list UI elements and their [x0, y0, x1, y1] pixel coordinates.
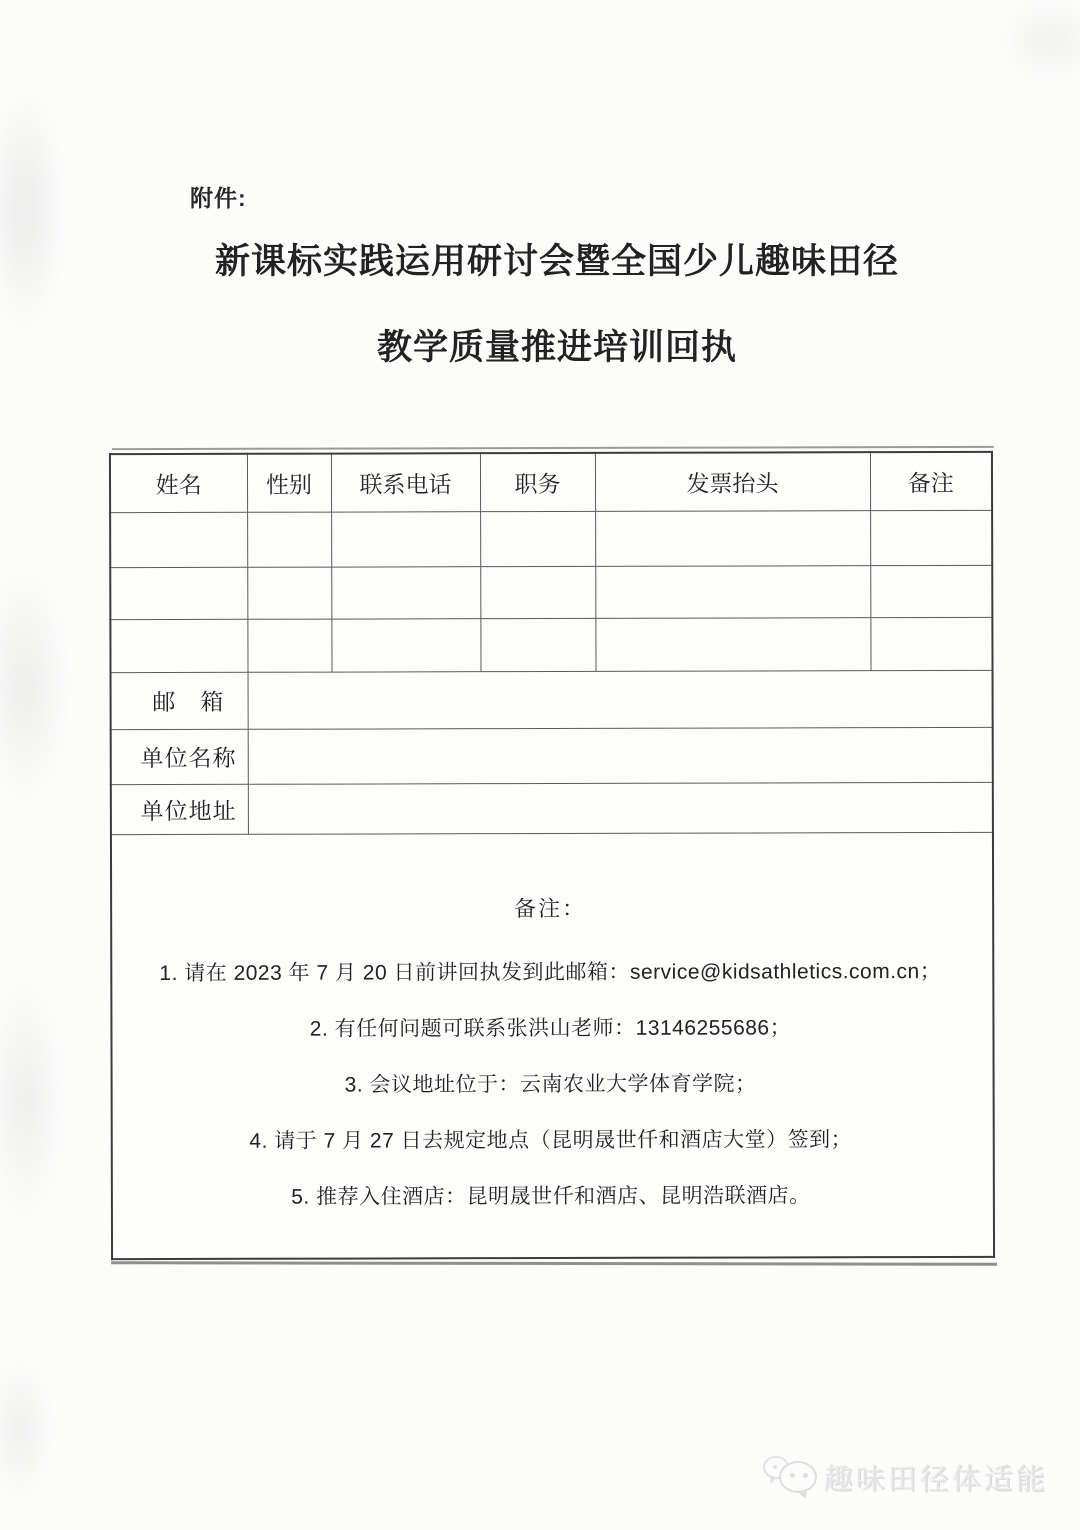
- scan-artifact: [0, 1330, 65, 1530]
- empty-cell: [247, 619, 331, 672]
- org-address-label-cell: 单位地址: [111, 784, 248, 834]
- header-cell-remarks: 备注: [870, 452, 992, 510]
- header-cell-invoice-title: 发票抬头: [595, 452, 870, 511]
- header-cell-phone: 联系电话: [331, 453, 480, 511]
- header-cell-gender: 性别: [247, 454, 331, 512]
- registration-form: [109, 451, 993, 1260]
- empty-cell: [247, 512, 331, 567]
- email-value-cell: [248, 670, 993, 729]
- scan-artifact: [0, 520, 85, 850]
- large-chat-bubble: [779, 1461, 817, 1493]
- watermark: [762, 1452, 1048, 1502]
- empty-cell: [110, 567, 247, 619]
- org-name-label-cell: 单位名称: [111, 729, 248, 784]
- empty-cell: [870, 565, 992, 617]
- empty-cell: [110, 619, 247, 672]
- bubble-eye: [790, 1473, 795, 1478]
- empty-cell: [595, 617, 870, 671]
- empty-cell: [110, 512, 247, 567]
- note-item-3: 3. 会议地址位于：云南农业大学体育学院；: [344, 1072, 757, 1097]
- empty-entry-row: [110, 617, 992, 672]
- empty-cell: [595, 565, 870, 618]
- note-item-4: 4. 请于 7 月 27 日去规定地点（昆明晟世仟和酒店大堂）签到；: [249, 1128, 853, 1154]
- note-item-2: 2. 有任何问题可联系张洪山老师：13146255686；: [309, 1016, 792, 1041]
- bubble-eye: [803, 1473, 808, 1478]
- empty-cell: [870, 510, 992, 565]
- empty-cell: [595, 510, 870, 566]
- org-name-row: [111, 727, 993, 784]
- empty-cell: [480, 566, 595, 618]
- table-header-row: [110, 452, 992, 512]
- scan-artifact: [980, 0, 1080, 100]
- empty-cell: [480, 618, 595, 671]
- wechat-bubbles-icon: [762, 1452, 818, 1502]
- org-name-value-cell: [248, 727, 993, 784]
- empty-cell: [247, 567, 331, 619]
- empty-cell: [870, 617, 992, 670]
- scan-artifact: [0, 930, 80, 1270]
- page-title-line2: 教学质量推进培训回执: [376, 328, 737, 367]
- email-row: [111, 670, 993, 729]
- bubble-eye: [773, 1465, 777, 1469]
- notes-label: 备注：: [514, 896, 587, 922]
- registration-table: [109, 451, 995, 1260]
- empty-entry-row: [110, 565, 992, 619]
- email-label-cell: 邮 箱: [111, 672, 248, 729]
- empty-cell: [331, 566, 480, 618]
- empty-cell: [331, 511, 480, 566]
- org-address-value-cell: [248, 782, 993, 834]
- org-address-row: [111, 782, 993, 834]
- empty-cell: [480, 511, 595, 566]
- watermark-text: 趣味田径体适能: [823, 1463, 1048, 1496]
- empty-cell: [331, 618, 480, 671]
- header-cell-name: 姓名: [110, 454, 247, 512]
- note-item-1: 1. 请在 2023 年 7 月 20 日前讲回执发到此邮箱：service@kidsathletics.com.cn；: [159, 960, 942, 986]
- note-item-5: 5. 推荐入住酒店：昆明晟世仟和酒店、昆明浩联酒店。: [291, 1184, 811, 1209]
- empty-entry-row: [110, 510, 992, 567]
- notes-row: [111, 832, 994, 1259]
- notes-cell: [111, 832, 994, 1259]
- page-title-line1: 新课标实践运用研讨会暨全国少儿趣味田径: [214, 242, 899, 281]
- header-cell-position: 职务: [480, 453, 595, 511]
- attachment-label: 附件:: [190, 185, 247, 211]
